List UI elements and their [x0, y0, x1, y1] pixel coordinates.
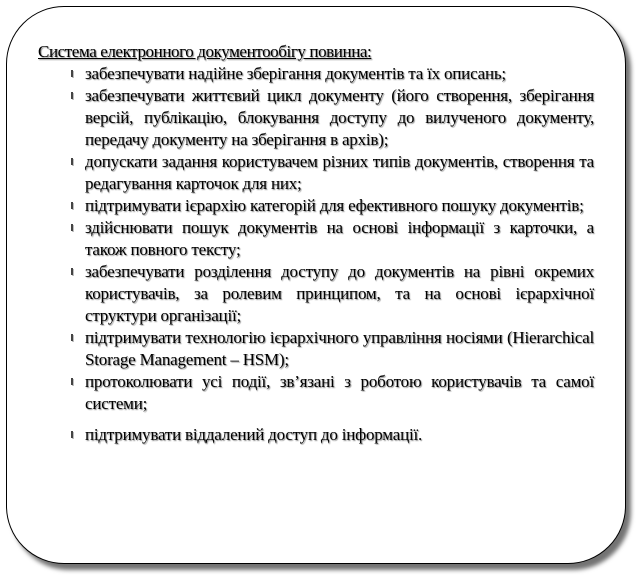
bullet-icon [71, 431, 73, 438]
list-item [38, 261, 594, 327]
bullet-icon [71, 224, 73, 231]
bullet-icon [71, 378, 73, 385]
list-item [38, 217, 594, 261]
list-item-text: підтримувати ієрархію категорій для ефективного пошуку документів; [85, 196, 584, 215]
list-item [38, 85, 594, 151]
list-item-text: допускати задання користувачем різних типів документів, створення та редагування карточок для них; [85, 152, 594, 193]
list-item-text: здійснювати пошук документів на основі інформації з карточки, а також повного тексту; [85, 218, 594, 259]
requirements-list [38, 63, 594, 446]
list-item [38, 195, 594, 217]
bullet-icon [71, 92, 73, 99]
bullet-icon [71, 158, 73, 165]
bullet-icon [71, 70, 73, 77]
list-item-text: підтримувати віддалений доступ до інформації. [85, 425, 423, 444]
list-item [38, 424, 594, 446]
bullet-icon [71, 202, 73, 209]
list-heading: Система електронного документообігу повинна: [38, 42, 372, 61]
bullet-icon [71, 268, 73, 275]
list-item-text: підтримувати технологію ієрархічного управління носіями (Hierarchical Storage Management – HSM); [85, 328, 594, 369]
list-item [38, 63, 594, 85]
list-item [38, 327, 594, 371]
document-body [38, 41, 594, 446]
bullet-icon [71, 334, 73, 341]
list-item-text: забезпечувати життєвий цикл документу (його створення, зберігання версій, публікацію, блокування доступу до вилученого документу, передачу документу на зберігання в архів); [85, 86, 594, 149]
list-item-text: протоколювати усі події, зв’язані з роботою користувачів та самої системи; [85, 372, 594, 413]
list-item-text: забезпечувати надійне зберігання документів та їх описань; [85, 64, 506, 83]
list-item [38, 371, 594, 415]
list-item [38, 151, 594, 195]
list-item-text: забезпечувати розділення доступу до документів на рівні окремих користувачів, за ролевим принципом, та на основі ієрархічної структури організації; [85, 262, 594, 325]
